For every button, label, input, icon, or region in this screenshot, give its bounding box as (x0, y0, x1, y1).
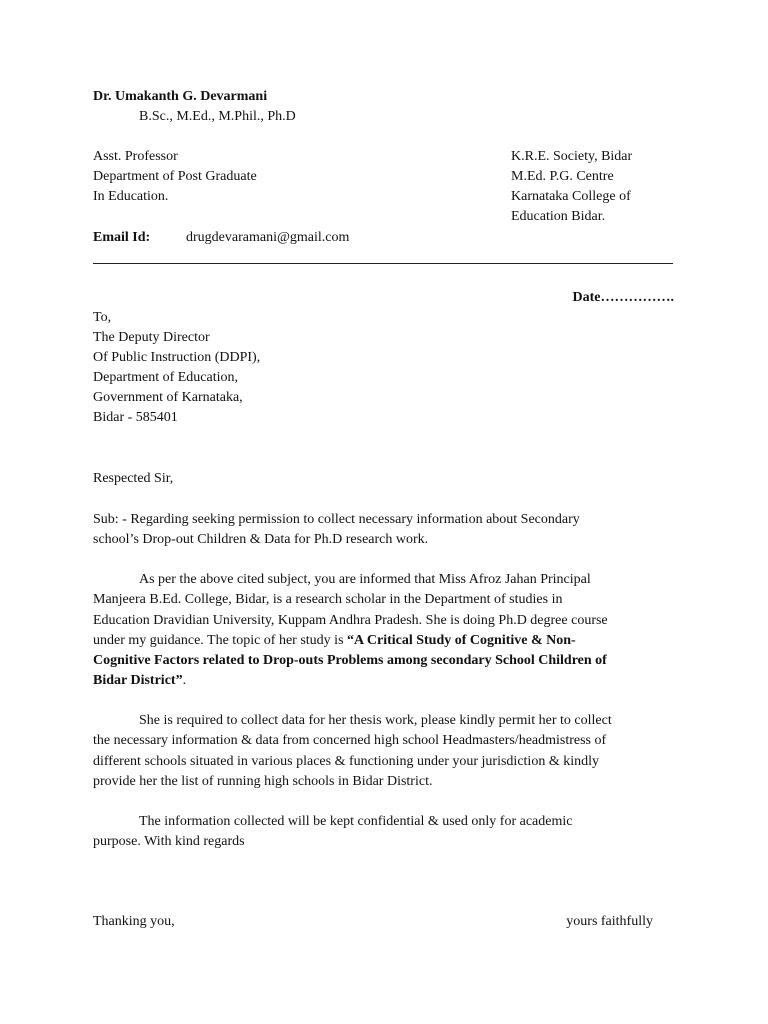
institution-line: Karnataka College of (511, 189, 631, 204)
sender-subject-area: In Education. (93, 189, 169, 204)
recipient-line: Department of Education, (93, 370, 239, 385)
study-title: “A Critical Study of Cognitive & Non- (347, 632, 576, 648)
paragraph-line: purpose. With kind regards (93, 834, 245, 850)
paragraph-line: Manjeera B.Ed. College, Bidar, is a research scholar in the Department of studies in (93, 592, 563, 608)
paragraph-text: under my guidance. The topic of her study is (93, 632, 348, 648)
recipient-line: Government of Karnataka, (93, 390, 243, 405)
paragraph-line (93, 671, 673, 691)
paragraph-line: Education Dravidian University, Kuppam Andhra Pradesh. She is doing Ph.D degree course (93, 612, 608, 628)
date-line: Date……………. (572, 290, 674, 305)
email-label: Email Id: (93, 230, 151, 245)
recipient-line: Bidar - 585401 (93, 410, 178, 425)
subject-line: school’s Drop-out Children & Data for Ph.D research work. (93, 532, 429, 548)
body-paragraph-3 (93, 812, 673, 853)
closing-thanks: Thanking you, (93, 914, 175, 929)
header-divider (93, 263, 673, 264)
paragraph-line: provide her the list of running high schools in Bidar District. (93, 773, 433, 789)
paragraph-line: As per the above cited subject, you are informed that Miss Afroz Jahan Principal (139, 572, 591, 587)
sender-qualifications: B.Sc., M.Ed., M.Phil., Ph.D (139, 109, 296, 124)
institution-line: Education Bidar. (511, 209, 606, 224)
study-title: Bidar District” (93, 673, 183, 689)
closing-signoff: yours faithfully (566, 914, 653, 929)
paragraph-line: The information collected will be kept confidential & used only for academic (139, 814, 573, 829)
institution-line: K.R.E. Society, Bidar (511, 149, 633, 164)
subject (93, 510, 673, 551)
body-paragraph-2 (93, 711, 673, 792)
paragraph-text: . (182, 673, 187, 689)
institution-line: M.Ed. P.G. Centre (511, 169, 614, 184)
salutation: Respected Sir, (93, 471, 174, 486)
paragraph-line: She is required to collect data for her thesis work, please kindly permit her to collect (139, 713, 612, 728)
paragraph-line: different schools situated in various places & functioning under your jurisdiction & kindly (93, 753, 599, 769)
paragraph-line: the necessary information & data from concerned high school Headmasters/headmistress of (93, 733, 607, 749)
recipient-line: The Deputy Director (93, 330, 210, 345)
sender-designation: Asst. Professor (93, 149, 178, 164)
study-title: Cognitive Factors related to Drop-outs Problems among secondary School Children of (93, 653, 607, 669)
recipient-line: Of Public Instruction (DDPI), (93, 350, 261, 365)
subject-line: Sub: - Regarding seeking permission to collect necessary information about Secondary (93, 512, 580, 527)
recipient-to: To, (93, 310, 112, 325)
sender-department: Department of Post Graduate (93, 169, 257, 184)
sender-name: Dr. Umakanth G. Devarmani (93, 89, 268, 104)
body-paragraph-1 (93, 570, 673, 692)
paragraph-line (93, 631, 673, 651)
email-value: drugdevaramani@gmail.com (186, 230, 350, 245)
